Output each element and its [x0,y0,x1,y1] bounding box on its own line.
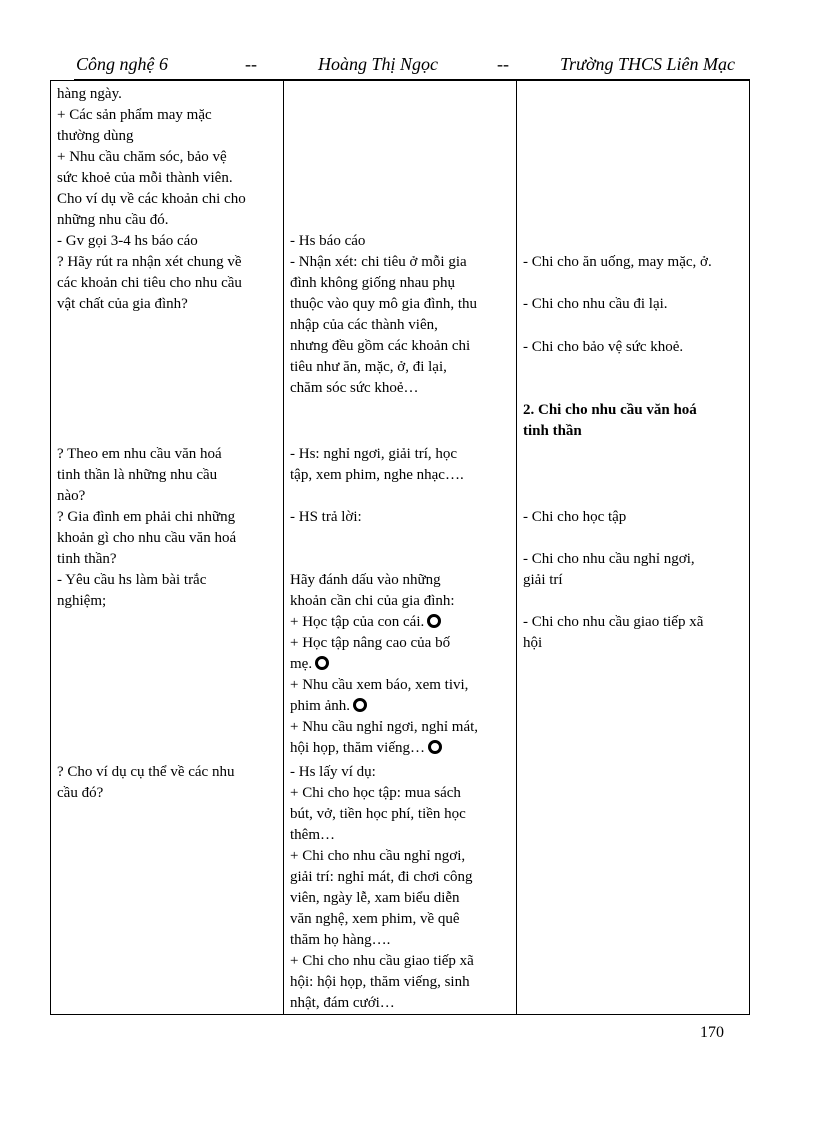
text-line: - Hs: nghỉ ngơi, giải trí, học [290,446,458,462]
quiz-block [290,570,511,759]
examples-block [290,762,511,1014]
text-line: hàng ngày. [57,86,122,102]
content-column [516,81,750,1014]
text-line: tinh thần? [57,551,117,567]
text-line: Cho ví dụ về các khoản chi cho [57,191,246,207]
quiz-item-label: phim ảnh. [290,698,350,714]
text-line: - Chi cho nhu cầu giao tiếp xã [523,614,704,630]
text-line: + Các sản phẩm may mặc [57,107,212,123]
spiritual-item [523,549,744,591]
text-line: chăm sóc sức khoẻ… [290,380,419,396]
text-line: + Nhu cầu nghỉ ngơi, nghỉ mát, [290,719,479,735]
quiz-item-label: mẹ. [290,656,313,672]
text-line: văn nghệ, xem phim, về quê [290,911,460,927]
text-line: tiêu như ăn, mặc, ở, đi lại, [290,359,447,375]
teacher-activity-column [51,81,283,1014]
header-school: Trường THCS Liên Mạc [560,54,735,74]
text-line: + Chi cho nhu cầu nghỉ ngơi, [290,848,466,864]
text-line: thăm họ hàng…. [290,932,391,948]
text-line: giải trí: nghỉ mát, đi chơi công [290,869,473,885]
text-line: - Yêu cầu hs làm bài trắc [57,572,207,588]
quiz-item [290,654,511,675]
text-line: nhưng đều gồm các khoản chi [290,338,471,354]
text-line: viên, ngày lễ, xam biểu diễn [290,890,460,906]
spiritual-item: - Chi cho học tập [523,509,627,525]
text-line: + Nhu cầu chăm sóc, bảo vệ [57,149,227,165]
text-line: bút, vở, tiền học phí, tiền học [290,806,466,822]
text-line: giải trí [523,572,563,588]
student-block-1 [290,231,511,399]
text-line: Hãy đánh dấu vào những [290,572,441,588]
student-activity-column [283,81,517,1014]
material-item: - Chi cho bảo vệ sức khoẻ. [523,339,684,355]
teacher-block-2 [57,444,277,612]
text-line: hội: hội họp, thăm viếng, sinh [290,974,470,990]
text-line: khoản cần chi của gia đình: [290,593,455,609]
text-line: hội [523,635,543,651]
text-line: + Học tập nâng cao của bố [290,635,451,651]
text-line: nào? [57,488,86,504]
text-line: nhập của các thành viên, [290,317,438,333]
teacher-block-1 [57,84,277,315]
text-line: thêm… [290,827,335,843]
text-line: ? Cho ví dụ cụ thể về các nhu [57,764,235,780]
header-separator: -- [245,54,257,74]
material-item: - Chi cho nhu cầu đi lại. [523,296,668,312]
text-line: ? Hãy rút ra nhận xét chung về [57,254,242,270]
text-line: nghiệm; [57,593,107,609]
text-line: ? Theo em nhu cầu văn hoá [57,446,222,462]
text-line: + Chi cho học tập: mua sách [290,785,461,801]
text-line: 2. Chi cho nhu cầu văn hoá [523,402,697,418]
text-line: đình không giống nhau phụ [290,275,455,291]
text-line: - Nhận xét: chi tiêu ở mỗi gia [290,254,467,270]
text-line: + Nhu cầu xem báo, xem tivi, [290,677,469,693]
text-line: khoản gì cho nhu cầu văn hoá [57,530,237,546]
ring-bullet-icon [427,614,441,628]
text-line: - Gv gọi 3-4 hs báo cáo [57,233,198,249]
text-line: các khoản chi tiêu cho nhu cầu [57,275,242,291]
text-line: - Hs báo cáo [290,233,366,249]
header-subject: Công nghệ 6 [76,54,168,74]
text-line: nhật, đám cưới… [290,995,395,1011]
ring-bullet-icon [315,656,329,670]
text-line: sức khoẻ của mỗi thành viên. [57,170,233,186]
text-line: những nhu cầu đó. [57,212,169,228]
header-separator: -- [497,54,509,74]
quiz-item [290,612,511,633]
text-line: cầu đó? [57,785,104,801]
page-header [50,52,750,80]
teacher-block-3 [57,762,277,804]
student-block-2 [290,444,511,486]
ring-bullet-icon [428,740,442,754]
text-line: tinh thần là những nhu cầu [57,467,218,483]
spiritual-item [523,612,744,654]
text-line: thường dùng [57,128,134,144]
page-number: 170 [700,1024,724,1041]
quiz-item-label: + Học tập của con cái. [290,614,425,630]
text-line: - Hs lấy ví dụ: [290,764,376,780]
text-line: + Chi cho nhu cầu giao tiếp xã [290,953,474,969]
text-line: - HS trả lời: [290,509,362,525]
student-block-3 [290,507,511,528]
quiz-item-label: hội họp, thăm viếng… [290,740,425,756]
quiz-item [290,738,511,759]
ring-bullet-icon [353,698,367,712]
text-line: ? Gia đình em phải chi những [57,509,236,525]
text-line: - Chi cho nhu cầu nghỉ ngơi, [523,551,695,567]
text-line: tinh thần [523,423,582,439]
quiz-item [290,696,511,717]
lesson-table [50,80,750,1015]
material-item: - Chi cho ăn uống, may mặc, ở. [523,254,712,270]
section-heading [523,400,744,442]
text-line: thuộc vào quy mô gia đình, thu [290,296,478,312]
text-line: tập, xem phim, nghe nhạc…. [290,467,464,483]
header-author: Hoàng Thị Ngọc [318,54,439,74]
text-line: vật chất của gia đình? [57,296,188,312]
